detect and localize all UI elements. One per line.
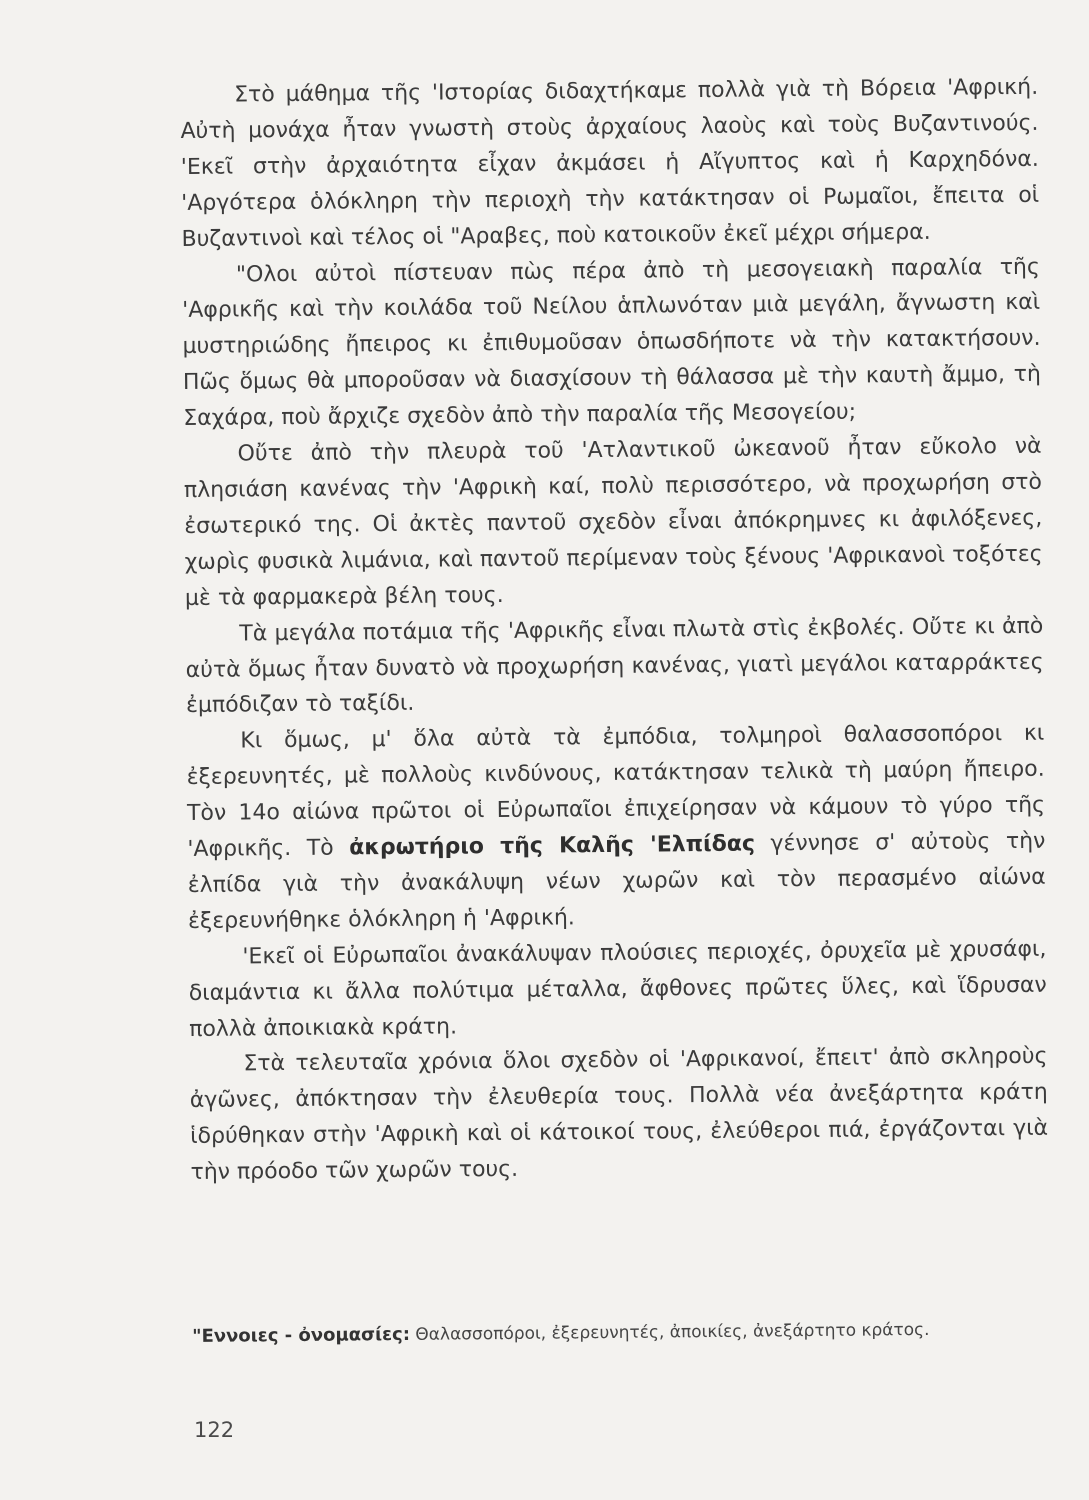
- paragraph-1: Στὸ μάθημα τῆς 'Ιστορίας διδαχτήκαμε πολλὰ γιὰ τὴ Βόρεια 'Αφρική. Αὐτὴ μονάχα ἦταν γνωστὴ στοὺς ἀρχαίους λαοὺς καὶ τοὺς Βυζαντινούς. 'Εκεῖ στὴν ἀρχαιότητα εἶχαν ἀκμάσει ἡ Αἴγυπτος καὶ ἡ Καρχηδόνα. 'Αργότερα ὁλόκληρη τὴν περιοχὴ τὴν κατάκτησαν οἱ Ρωμαῖοι, ἔπειτα οἱ Βυζαντινοὶ καὶ τέλος οἱ "Αραβες, ποὺ κατοικοῦν ἐκεῖ μέχρι σήμερα.: [180, 74, 1040, 252]
- paragraph-5: [186, 716, 1046, 940]
- paragraph-5-after: γέννησε σ' αὐτοὺς τὴν ἐλπίδα γιὰ τὴν ἀνακάλυψη νέων χωρῶν καὶ τὸν περασμένο αἰώνα ἐξερευνήθηκε ὁλόκληρη ἡ 'Αφρική.: [187, 828, 1046, 934]
- paragraph-3: Οὔτε ἀπὸ τὴν πλευρὰ τοῦ 'Ατλαντικοῦ ὠκεανοῦ ἦταν εὔκολο νὰ πλησιάση κανένας τὴν 'Αφρικὴ καί, πολὺ περισσότερο, νὰ προχωρήση στὸ ἐσωτερικό της. Οἱ ἀκτὲς παντοῦ σχεδὸν εἶναι ἀπόκρημνες κι ἀφιλόξενες, χωρὶς φυσικὰ λιμάνια, καὶ παντοῦ περίμεναν τοὺς ξένους 'Αφρικανοὶ τοξότες μὲ τὰ φαρμακερὰ βέλη τους.: [183, 433, 1043, 611]
- cape-good-hope-term: ἀκρωτήριο τῆς Καλῆς 'Ελπίδας: [349, 831, 756, 861]
- paragraph-2: "Ολοι αὐτοὶ πίστευαν πὼς πέρα ἀπὸ τὴ μεσογειακὴ παραλία τῆς 'Αφρικῆς καὶ τὴν κοιλάδα τοῦ Νείλου ἁπλωνόταν μιὰ μεγάλη, ἄγνωστη καὶ μυστηριώδης ἤπειρος κι ἐπιθυμοῦσαν ὁπωσδήποτε νὰ τὴν κατακτήσουν. Πῶς ὅμως θὰ μποροῦσαν νὰ διασχίσουν τὴ θάλασσα μὲ τὴν καυτὴ ἄμμο, τὴ Σαχάρα, ποὺ ἄρχιζε σχεδὸν ἀπὸ τὴν παραλία τῆς Μεσογείου;: [182, 254, 1042, 432]
- page-number: 122: [194, 1418, 235, 1442]
- paragraph-5-before: Κι ὅμως, μ' ὅλα αὐτὰ τὰ ἐμπόδια, τολμηροὶ θαλασσοπόροι κι ἐξερευνητές, μὲ πολλοὺς κινδύνους, κατάκτησαν τελικὰ τὴ μαύρη ἤπειρο. Τὸν 14ο αἰώνα πρῶτοι οἱ Εὐρωπαῖοι ἐπιχείρησαν νὰ κάμουν τὸ γύρο τῆς 'Αφρικῆς. Τὸ: [186, 721, 1046, 862]
- key-terms-label: "Εννοιες - ὀνομασίες:: [192, 1323, 411, 1347]
- key-terms: [192, 1310, 1038, 1356]
- body-text: [180, 70, 1049, 1191]
- paragraph-6: 'Εκεῖ οἱ Εὐρωπαῖοι ἀνακάλυψαν πλούσιες περιοχές, ὀρυχεῖα μὲ χρυσάφι, διαμάντια κι ἄλλα πολύτιμα μέταλλα, ἄφθονες πρῶτες ὕλες, καὶ ἵδρυσαν πολλὰ ἀποικιακὰ κράτη.: [188, 936, 1047, 1042]
- key-terms-list: Θαλασσοπόροι, ἐξερευνητές, ἀποικίες, ἀνεξάρτητο κράτος.: [409, 1319, 930, 1345]
- paragraph-4: Τὰ μεγάλα ποτάμια τῆς 'Αφρικῆς εἶναι πλωτὰ στὶς ἐκβολές. Οὔτε κι ἀπὸ αὐτὰ ὅμως ἦταν δυνατὸ νὰ προχωρήση κανένας, γιατὶ μεγάλοι καταρράκτες ἐμπόδιζαν τὸ ταξίδι.: [185, 613, 1044, 719]
- paragraph-7: Στὰ τελευταῖα χρόνια ὅλοι σχεδὸν οἱ 'Αφρικανοί, ἔπειτ' ἀπὸ σκληροὺς ἀγῶνες, ἀπόκτησαν τὴν ἐλευθερία τους. Πολλὰ νέα ἀνεξάρτητα κράτη ἱδρύθηκαν στὴν 'Αφρικὴ καὶ οἱ κάτοικοί τους, ἐλεύθεροι πιά, ἐργάζονται γιὰ τὴν πρόοδο τῶν χωρῶν τους.: [189, 1044, 1049, 1186]
